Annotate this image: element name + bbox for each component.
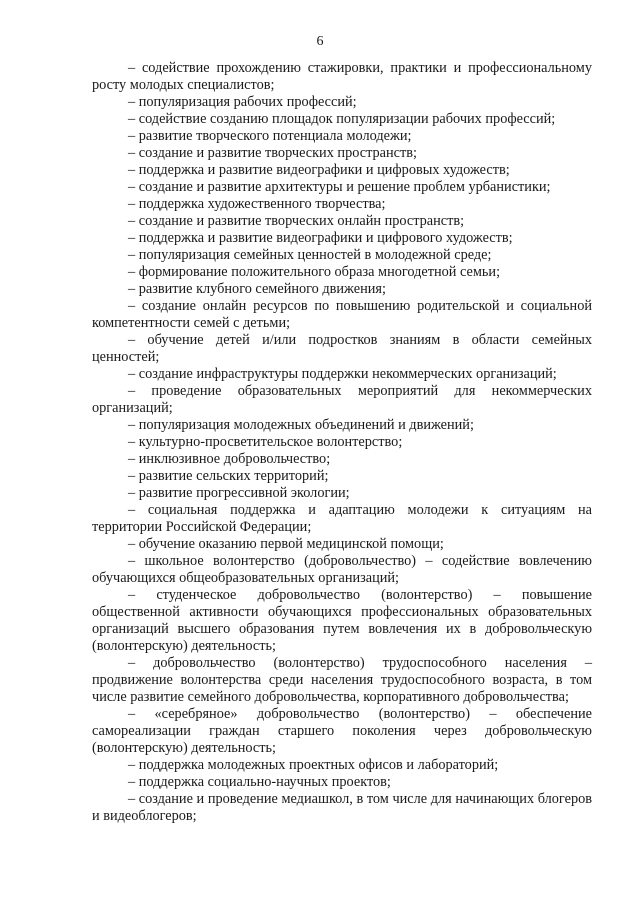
list-item: – популяризация молодежных объединений и движений; bbox=[128, 417, 474, 433]
list-item: – развитие клубного семейного движения; bbox=[128, 281, 386, 297]
list-item: – культурно-просветительское волонтерство; bbox=[128, 434, 403, 450]
page-number: 6 bbox=[316, 34, 324, 49]
list-item: – поддержка социально-научных проектов; bbox=[128, 774, 391, 790]
list-item: – проведение образовательных мероприятий для некоммерческих организаций; bbox=[92, 383, 592, 416]
list-item: – поддержка и развитие видеографики и цифровых художеств; bbox=[128, 162, 510, 178]
list-item: – обучение оказанию первой медицинской помощи; bbox=[128, 536, 444, 552]
list-item: – развитие сельских территорий; bbox=[128, 468, 329, 484]
list-item: – создание и проведение медиашкол, в том числе для начинающих блогеров и видеоблогеров; bbox=[92, 791, 592, 824]
list-item: – поддержка художественного творчества; bbox=[128, 196, 386, 212]
document-body bbox=[92, 60, 592, 825]
list-item: – популяризация семейных ценностей в молодежной среде; bbox=[128, 247, 492, 263]
list-item: – содействие созданию площадок популяризации рабочих профессий; bbox=[128, 111, 556, 127]
list-item: – добровольчество (волонтерство) трудоспособного населения – продвижение волонтерства среди населения трудоспособного возраста, в том числе развитие семейного добровольчества, корпоративного добровольчества; bbox=[92, 655, 592, 705]
list-item: – содействие прохождению стажировки, практики и профессиональному росту молодых специалистов; bbox=[92, 60, 592, 93]
list-item: – создание и развитие архитектуры и решение проблем урбанистики; bbox=[128, 179, 551, 195]
list-item: – поддержка молодежных проектных офисов и лабораторий; bbox=[128, 757, 499, 773]
list-item: – социальная поддержка и адаптацию молодежи к ситуациям на территории Российской Федерации; bbox=[92, 502, 592, 535]
list-item: – поддержка и развитие видеографики и цифрового художеств; bbox=[128, 230, 513, 246]
list-item: – формирование положительного образа многодетной семьи; bbox=[128, 264, 501, 280]
list-item: – инклюзивное добровольчество; bbox=[128, 451, 331, 467]
list-item: – обучение детей и/или подростков знаниям в области семейных ценностей; bbox=[92, 332, 592, 365]
list-item: – создание и развитие творческих онлайн пространств; bbox=[128, 213, 465, 229]
list-item: – развитие творческого потенциала молодежи; bbox=[128, 128, 412, 144]
list-item: – студенческое добровольчество (волонтерство) – повышение общественной активности обучающихся профессиональных образовательных организаций высшего образования путем вовлечения их в добровольческую (волонтерскую) деятельность; bbox=[92, 587, 592, 654]
list-item: – развитие прогрессивной экологии; bbox=[128, 485, 350, 501]
list-item: – «серебряное» добровольчество (волонтерство) – обеспечение самореализации граждан старшего поколения через добровольческую (волонтерскую) деятельность; bbox=[92, 706, 592, 756]
list-item: – создание инфраструктуры поддержки некоммерческих организаций; bbox=[128, 366, 557, 382]
list-item: – создание онлайн ресурсов по повышению родительской и социальной компетентности семей с детьми; bbox=[92, 298, 592, 331]
list-item: – школьное волонтерство (добровольчество) – содействие вовлечению обучающихся общеобразовательных организаций; bbox=[92, 553, 592, 586]
list-item: – популяризация рабочих профессий; bbox=[128, 94, 357, 110]
list-item: – создание и развитие творческих пространств; bbox=[128, 145, 417, 161]
